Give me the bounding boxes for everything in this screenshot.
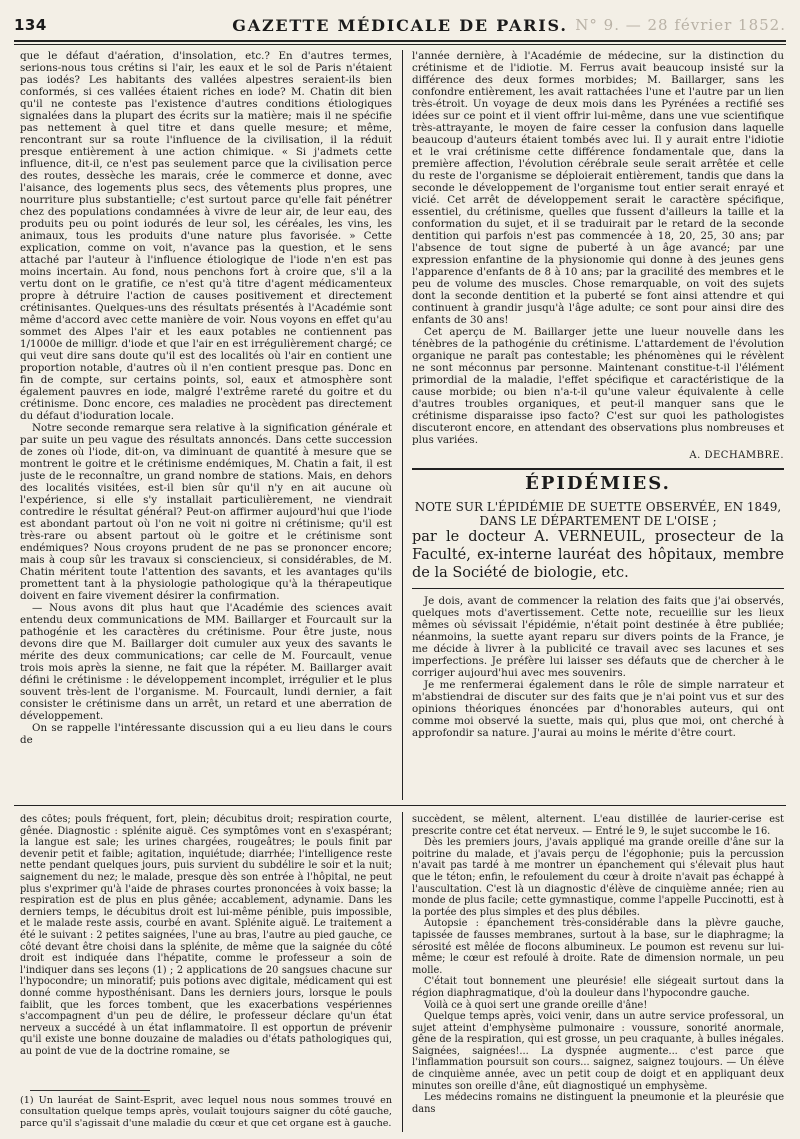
column-separator bbox=[402, 50, 403, 800]
page-middle-rule bbox=[14, 805, 786, 806]
article-paragraph: — Nous avons dit plus haut que l'Académie des sciences avait entendu deux communications de MM. Baillarger et Fourcault sur la pathogénie et les caractères du crétinisme. Pour être juste, nous devons dire que M. Baillarger doit cumuler aux yeux des savants le mérite des deux communications; car celle de M. Fourcault, venue trois mois après la sienne, ne fait que la répéter. M. Baillarger avait défini le crétinisme : le développement incomplet, irrégulier et le plus souvent très-lent de l'organisme. M. Fourcault, lundi dernier, a fait consister le crétinisme dans un arrêt, un retard et une aberration de développement. bbox=[20, 602, 392, 722]
note-divider bbox=[412, 588, 784, 589]
article-paragraph: Notre seconde remarque sera relative à la signification générale et par suite un peu vague des résultats annoncés. Dans cette succession de zones où l'iode, dit-on, va diminuant de quantité à mesure que se montrent le goitre et le crétinisme endémiques, M. Chatin a fait, il est juste de le reconnaître, un grand nombre de stations. Mais, en dehors des localités visitées, est-il bien sûr qu'il n'y en ait aucune où l'expérience, si elle s'y installait particulièrement, ne viendrait contredire le résultat général? Peut-on affirmer aujourd'hui que l'iode est abondant partout où l'on ne voit ni goitre ni crétinisme; qu'il est très-rare ou absent partout où le goitre et le crétinisme sont endémiques? Nous croyons prudent de ne pas se prononcer encore; mais à coup sûr les travaux si consciencieux, si considérables, de M. Chatin méritent toute l'attention des savants, et les avantages qu'ils promettent tant à la physiologie pathologique qu'à la thérapeutique doivent en faire vivement désirer la confirmation. bbox=[20, 422, 392, 602]
article-paragraph: Voilà ce à quoi sert une grande oreille d'âne! bbox=[424, 999, 648, 1011]
bleed-through-text: N° 9. — 28 février 1852. bbox=[575, 16, 786, 34]
lower-left-column bbox=[20, 814, 392, 1086]
article-paragraph: Je me renfermerai également dans le rôle de simple narrateur et m'abstiendrai de discuter sur des faits que je n'ai point vus et sur des opinions théoriques énoncées par d'honorables auteurs, qui ont comme moi observé la suette, mais qui, plus que moi, ont cherché à approfondir sa nature. J'aurai au moins le mérite d'être court. bbox=[412, 679, 784, 739]
section-divider bbox=[412, 468, 784, 470]
column-separator bbox=[402, 812, 403, 1132]
note-title-small: NOTE SUR L'ÉPIDÉMIE DE SUETTE OBSERVÉE, EN 1849, DANS LE DÉPARTEMENT DE L'OISE ; bbox=[414, 500, 782, 528]
lower-right-column bbox=[412, 814, 784, 1134]
upper-right-column bbox=[412, 50, 784, 798]
article-paragraph: des côtes; pouls fréquent, fort, plein; décubitus droit; respiration courte, gênée. Diagnostic : splénite aiguë. Ces symptômes vont en s'exaspérant; la langue est sale; les urines chargées, rougeâtres; le pouls finit par devenir petit et faible; agitation, inquiétude; diarrhée; l'intelligence reste nette pendant quelques jours, puis survient du subdélire le soir et la nuit; saignement du nez; le malade, presque dès son entrée à l'hôpital, ne peut plus s'exprimer qu'à l'aide de phrases courtes prononcées à voix basse; la respiration est de plus en plus gênée; accablement, adynamie. Dans les derniers temps, le décubitus droit est lui-même pénible, puis impossible, et le malade reste assis, courbé en avant. Splénite aiguë. Le traitement a été le suivant : 2 petites saignées, l'une au bras, l'autre au pied gauche, ce côté devant être choisi dans la splénite, de même que la saignée du côté droit est indiquée dans l'hépatite, comme le professeur a soin de l'indiquer dans ses leçons (1) ; 2 applications de 20 sangsues chacune sur l'hypocondre; un minoratif; puis potions avec digitale, médicament qui est donné comme hyposthénisant. Dans les derniers jours, lorsque le pouls faiblit, que les forces tombent, que les exacerbations vespériennes s'accompagnent d'un peu de délire, le professeur déclare qu'un état nerveux a succédé à un état inflammatoire. Il est opportun de prévenir qu'il existe une bonne douzaine de maladies ou d'états pathologiques qui, au point de vue de la doctrine romaine, se bbox=[20, 814, 392, 1057]
article-paragraph: On se rappelle l'intéressante discussion qui a eu lieu dans le cours de bbox=[20, 722, 392, 746]
footnote: (1) Un lauréat de Saint-Esprit, avec lequel nous nous sommes trouvé en consultation quelque temps après, voulait toujours saigner du côté gauche, parce qu'il s'agissait d'une maladie du cœur et que cet organe est à gauche. bbox=[20, 1095, 392, 1129]
header-rule bbox=[14, 40, 786, 42]
footnote-rule bbox=[30, 1090, 150, 1091]
section-title: ÉPIDÉMIES. bbox=[525, 473, 671, 494]
article-paragraph: succèdent, se mêlent, alternent. L'eau distillée de laurier-cerise est prescrite contre cet état nerveux. — Entré le 9, le sujet succombe le 16. bbox=[412, 814, 784, 837]
article-paragraph: Quelque temps après, voici venir, dans un autre service professoral, un sujet atteint d'emphysème pulmonaire : voussure, sonorité anormale, gêne de la respiration, qui est grosse, un peu craquante, à bulles inégales. Saignées, saignées!... La dyspnée augmente... c'est parce que l'inflammation poursuit son cours... saignez, saignez toujours. — Un élève de cinquième année, avec un petit coup de doigt et en appliquant deux minutes son oreille d'âne, eût diagnostiqué un emphysème. bbox=[412, 1011, 784, 1092]
article-paragraph: l'année dernière, à l'Académie de médecine, sur la distinction du crétinisme et de l'idiotie. M. Ferrus avait beaucoup insisté sur la différence des deux formes morbides; M. Baillarger, sans les confondre entièrement, les avait rattachées l'une et l'autre par un lien très-étroit. Un voyage de deux mois dans les Pyrénées a rectifié ses idées sur ce point et il vient offrir lui-même, dans une vue scientifique très-attrayante, le moyen de faire cesser la confusion dans laquelle beaucoup d'auteurs étaient tombés avec lui. Il y aurait entre l'idiotie et le vrai crétinisme cette différence fondamentale que, dans la première affection, l'évolution cérébrale seule serait arrêtée et celle du reste de l'organisme se déploierait entièrement, tandis que dans la seconde le développement de l'organisme tout entier serait enrayé et vicié. Cet arrêt de développement serait le caractère spécifique, essentiel, du crétinisme, quelles que fussent d'ailleurs la taille et la conformation du sujet, et il se traduirait par le retard de la seconde dentition qui parfois n'est pas commencée à 18, 20, 25, 30 ans; par l'absence de tout signe de puberté à un âge avancé; par une expression enfantine de la physionomie qui donne à des jeunes gens l'apparence d'enfants de 8 à 10 ans; par la gracilité des membres et le peu de volume des muscles. Chose remarquable, on voit des sujets dont la seconde dentition et la puberté se font ainsi attendre et qui continuent à grandir jusqu'à l'âge adulte; ce sont pour ainsi dire des enfants de 30 ans! bbox=[412, 50, 784, 326]
journal-title: GAZETTE MÉDICALE DE PARIS. bbox=[232, 15, 568, 35]
header-rule-thin bbox=[14, 44, 786, 45]
note-title bbox=[412, 500, 784, 582]
article-paragraph: que le défaut d'aération, d'insolation, etc.? En d'autres termes, serions-nous tous crétins si l'air, les eaux et le sol de Paris n'étaient pas iodés? Les habitants des vallées alpestres seraient-ils bien conformés, si ces vallées étaient riches en iode? M. Chatin dit bien qu'il ne conteste pas l'existence d'autres conditions étiologiques signalées dans la plupart des écrits sur la matière; mais il ne spécifie pas nettement à quel titre et dans quelle mesure; et même, rencontrant sur sa route l'influence de la civilisation, il la réduit presque entièrement à une action chimique. « Si j'admets cette influence, dit-il, ce n'est pas seulement parce que la civilisation perce des routes, dessèche les marais, crée le commerce et donne, avec l'aisance, des logements plus secs, des vêtements plus propres, une nourriture plus substantielle; c'est surtout parce qu'elle fait pénétrer chez des populations condamnées à vivre de leur air, de leur eau, des produits peu ou point iodurés de leur sol, les céréales, les vins, les animaux, tous les produits d'une nature plus favorisée. » Cette explication, comme on voit, n'avance pas la question, et le sens attaché par l'auteur à l'influence étiologique de l'iode n'en est pas moins incertain. Au fond, nous penchons fort à croire que, s'il a la vertu dont on le gratifie, ce n'est qu'à titre d'agent médicamenteux propre à détruire l'action de causes positivement et directement crétinisantes. Quelques-uns des résultats présentés à l'Académie sont même d'accord avec cette manière de voir. Nous voyons en effet qu'au sommet des Alpes l'air et les eaux potables ne contiennent pas 1/1000e de milligr. d'iode et que l'air en est irrégulièrement chargé; ce qui veut dire sans doute qu'il est des localités où l'air en contient une proportion notable, d'autres où il n'en contient presque pas. Donc en fin de compte, sur certains points, sol, eaux et atmosphère sont également pauvres en iode, malgré l'extrême rareté du goitre et du crétinisme. Donc encore, ces maladies ne procèdent pas directement du défaut d'ioduration locale. bbox=[20, 50, 392, 422]
page-header bbox=[14, 14, 786, 36]
note-title-author: par le docteur A. VERNEUIL, prosecteur de la Faculté, ex-interne lauréat des hôpitaux, membre de la Société de biologie, etc. bbox=[412, 529, 784, 581]
article-paragraph: Je dois, avant de commencer la relation des faits que j'ai observés, quelques mots d'avertissement. Cette note, recueillie sur les lieux mêmes où sévissait l'épidémie, n'était point destinée à être publiée; néanmoins, la suette ayant reparu sur divers points de la France, je me décide à livrer à la publicité ce travail avec ses lacunes et ses imperfections. Je préfère lui laisser ses défauts que de chercher à le corriger aujourd'hui avec mes souvenirs. bbox=[412, 595, 784, 679]
page-number: 134 bbox=[14, 16, 47, 34]
article-paragraph: C'était tout bonnement une pleurésie! elle siégeait surtout dans la région diaphragmatique, d'où la douleur dans l'hypocondre gauche. bbox=[412, 976, 784, 999]
article-paragraph: Autopsie : épanchement très-considérable dans la plèvre gauche, tapissée de fausses membranes, surtout à la base, sur le diaphragme; la sérosité est mêlée de flocons albumineux. Le poumon est revenu sur lui-même; le cœur est refoulé à droite. Rate de dimension normale, un peu molle. bbox=[412, 918, 784, 976]
article-paragraph: Cet aperçu de M. Baillarger jette une lueur nouvelle dans les ténèbres de la pathogénie du crétinisme. L'attardement de l'évolution organique ne paraît pas contestable; les phénomènes qui le révèlent ne sont méconnus par personne. Maintenant constitue-t-il l'élément primordial de la maladie, l'effet spécifique et caractéristique de la cause morbide; ou bien n'a-t-il qu'une valeur équivalente à celle d'autres troubles organiques, et peut-il manquer sans que le crétinisme disparaisse ipso facto? C'est sur quoi les pathologistes discuteront encore, en attendant des observations plus nombreuses et plus variées. bbox=[412, 326, 784, 446]
upper-left-column bbox=[20, 50, 392, 798]
author-signature: A. DECHAMBRE. bbox=[689, 450, 784, 461]
article-paragraph: Dès les premiers jours, j'avais appliqué ma grande oreille d'âne sur la poitrine du malade, et j'avais perçu de l'égophonie; puis la percussion n'avait pas tardé à me montrer un épanchement qui s'élevait plus haut que le téton; enfin, le refoulement du cœur à droite n'avait pas échappé à l'auscultation. C'est là un diagnostic d'élève de cinquième année; rien au monde de plus facile; cette gymnastique, comme l'appelle Puccinotti, est à la portée des plus simples et des plus débiles. bbox=[412, 837, 784, 918]
article-paragraph: Les médecins romains ne distinguent la pneumonie et la pleurésie que dans bbox=[412, 1092, 784, 1115]
